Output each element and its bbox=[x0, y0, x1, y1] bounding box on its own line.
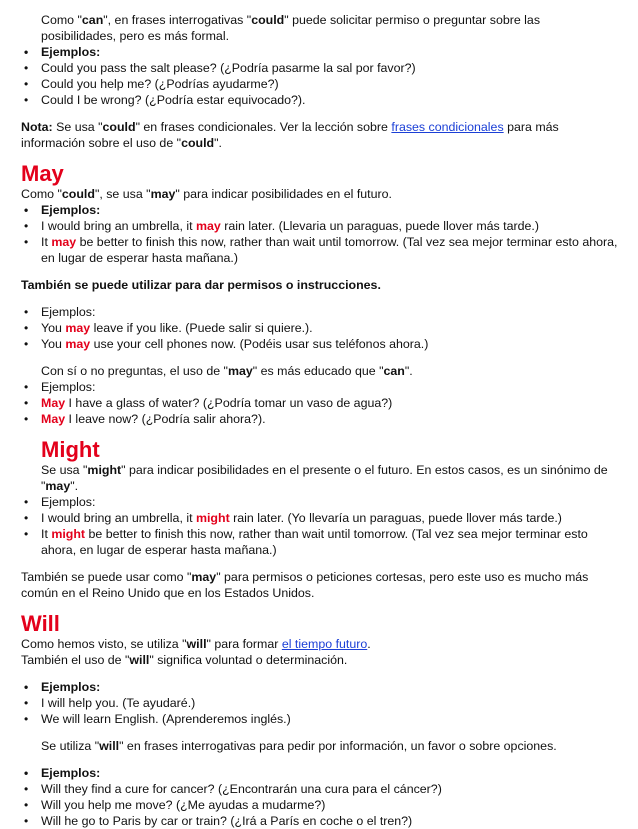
list-item: • Will he go to Paris by car or train? (¿Irá a París en coche o el tren?) bbox=[21, 813, 618, 829]
could-paragraph: Como "can", en frases interrogativas "could" puede solicitar permiso o preguntar sobre las posibilidades, pero es más formal. bbox=[41, 13, 541, 43]
nota-paragraph: Nota: Se usa "could" en frases condicionales. Ver la lección sobre frases condicionales para más información sobre el uso de "could". bbox=[21, 120, 559, 150]
may-permission-heading: También se puede utilizar para dar permisos o instrucciones. bbox=[21, 278, 381, 292]
might-description: Se usa "might" para indicar posibilidades en el presente o el futuro. En estos casos, es un sinónimo de "may". bbox=[41, 463, 608, 493]
list-item: • Could I be wrong? (¿Podría estar equivocado?). bbox=[21, 92, 618, 108]
may-description: Como "could", se usa "may" para indicar posibilidades en el futuro. bbox=[21, 187, 392, 201]
list-item: • You may use your cell phones now. (Podéis usar sus teléfonos ahora.) bbox=[21, 336, 618, 352]
list-item: • May I have a glass of water? (¿Podría tomar un vaso de agua?) bbox=[21, 395, 618, 411]
may-question-note: Con sí o no preguntas, el uso de "may" es más educado que "can". bbox=[41, 364, 413, 378]
frases-condicionales-link[interactable]: frases condicionales bbox=[391, 120, 504, 134]
might-also-paragraph: También se puede usar como "may" para permisos o peticiones cortesas, pero este uso es mucho más común en el Reino Unido que en los Estados Unidos. bbox=[21, 570, 589, 600]
will-description-2: También el uso de "will" significa voluntad o determinación. bbox=[21, 653, 348, 667]
section-title-may: May bbox=[21, 161, 64, 186]
list-item: • You may leave if you like. (Puede salir si quiere.). bbox=[21, 320, 618, 336]
list-item: • Could you help me? (¿Podrías ayudarme?) bbox=[21, 76, 618, 92]
list-item: • It might be better to finish this now, rather than wait until tomorrow. (Tal vez sea mejor terminar esto ahora, en lugar de esperar hasta mañana.) bbox=[21, 526, 618, 558]
list-item: • Will you help me move? (¿Me ayudas a mudarme?) bbox=[21, 797, 618, 813]
list-item: • Ejemplos: bbox=[21, 765, 618, 781]
list-item: • Could you pass the salt please? (¿Podría pasarme la sal por favor?) bbox=[21, 60, 618, 76]
list-item: • Ejemplos: bbox=[21, 679, 618, 695]
section-title-will: Will bbox=[21, 611, 60, 636]
section-title-might: Might bbox=[41, 437, 100, 462]
list-item: • I would bring an umbrella, it may rain later. (Llevaria un paraguas, puede llover más tarde.) bbox=[21, 218, 618, 234]
list-item: • It may be better to finish this now, rather than wait until tomorrow. (Tal vez sea mejor terminar esto ahora, en lugar de esperar hasta mañana.) bbox=[21, 234, 618, 266]
list-item: • Ejemplos: bbox=[21, 379, 618, 395]
list-item: • I would bring an umbrella, it might rain later. (Yo llevaría un paraguas, puede llover más tarde.) bbox=[21, 510, 618, 526]
list-item: • Will they find a cure for cancer? (¿Encontrarán una cura para el cáncer?) bbox=[21, 781, 618, 797]
list-item: • Ejemplos: bbox=[21, 44, 618, 60]
will-question-note: Se utiliza "will" en frases interrogativas para pedir por información, un favor o sobre opciones. bbox=[41, 739, 557, 753]
will-description-1: Como hemos visto, se utiliza "will" para formar el tiempo futuro. bbox=[21, 637, 371, 651]
list-item: • We will learn English. (Aprenderemos inglés.) bbox=[21, 711, 618, 727]
list-item: • I will help you. (Te ayudaré.) bbox=[21, 695, 618, 711]
list-item: • Ejemplos: bbox=[21, 304, 618, 320]
list-item: • May I leave now? (¿Podría salir ahora?). bbox=[21, 411, 618, 427]
list-item: • Ejemplos: bbox=[21, 202, 618, 218]
tiempo-futuro-link[interactable]: el tiempo futuro bbox=[281, 637, 368, 651]
list-item: • Ejemplos: bbox=[21, 494, 618, 510]
